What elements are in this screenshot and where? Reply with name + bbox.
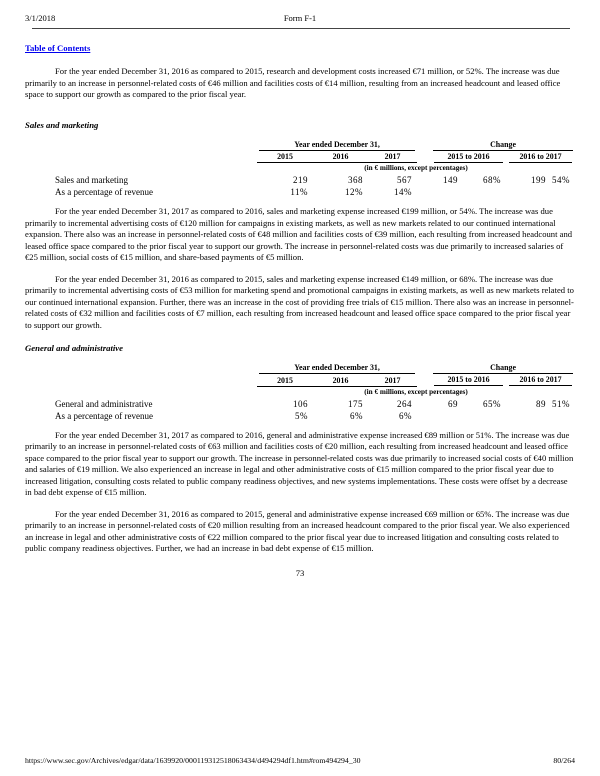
units-note: (in € millions, except percentages) [364,164,468,172]
change-pct-2016-2017: 51% [552,398,571,409]
change-2016-2017: 199 [531,175,547,185]
value-2015: 219 [293,175,308,185]
paragraph-sales-2017-vs-2016: For the year ended December 31, 2017 as compared to 2016, sales and marketing expense increased €199 million, or 54%. The increase was due primarily to incremental advertising costs of €120 million for campaigns in existing markets, as well as new markets related to our continued international expansion. There also was an increase in personnel-related costs of €48 million and facilities costs of €39 million, each resulting from increased headcount and leased office space compared to the prior fiscal year to support our growth. The increase in personnel-related costs was due primarily to increased salaries of €25 million, social costs of €15 million, and share-based payments of €5 million. [25,206,573,262]
paragraph-ga-2017-vs-2016: For the year ended December 31, 2017 as compared to 2016, general and administrative expense increased €89 million or 51%. The increase was due primarily to an increase in personnel-related costs of €63 million and facilities costs of €20 million, each resulting from increased headcount and leased office space compared to the prior fiscal year to support our growth. The increase in personnel-related costs was due primarily to increased social costs of €40 million and salaries of €19 million. We also experienced an increase in legal and other administrative costs of €15 million compared to the prior fiscal year due to increased litigation, consulting costs related to public company readiness objectives, and new systems implementations. These costs were offset by a decrease in bad debt expense of €15 million. [25,429,574,497]
value-2016: 175 [348,398,363,409]
change-pct-2015-2016: 68% [483,175,502,185]
gap-cell [417,410,431,422]
table-row [25,186,575,198]
gap-cell [417,374,431,386]
page-footer [25,756,575,765]
header-divider [32,28,570,29]
footer-page-indicator: 80/264 [553,756,575,765]
change-2015-2016: 69 [448,398,459,409]
gap-cell [417,186,431,198]
gap-cell [417,151,431,163]
column-header-2015-to-2016: 2015 to 2016 [431,151,506,163]
value-2016: 6% [350,410,363,421]
table-row [25,174,575,186]
gap-cell [417,363,431,374]
value-2015: 11% [290,187,308,197]
table-header-group-row [25,363,575,374]
change-2015-2016 [431,186,463,198]
value-2017: 264 [397,398,413,409]
paragraph-sales-2016-vs-2015: For the year ended December 31, 2016 as compared to 2015, sales and marketing expense increased €149 million, or 68%. The increase was due primarily to incremental advertising costs of €53 million for marketing spend and promotional campaigns in existing markets, as well as new markets related to our continued international expansion. Further, there was an increase in the cost of providing free trials of €15 million. There also was an increase in personnel-related costs of €32 million and facilities costs of €7 million, each resulting from increased headcount and leased office space compared to the prior fiscal year to support our growth. [25,273,574,330]
change-2016-2017: 89 [536,398,547,409]
column-header-2017: 2017 [368,151,417,163]
row-label: General and administrative [55,398,153,409]
change-group-header: Change [431,363,575,374]
column-header-2016: 2016 [313,374,368,386]
change-2015-2016 [431,410,463,422]
change-pct-2016-2017 [551,186,575,198]
value-2015: 106 [293,398,308,409]
column-header-2016: 2016 [313,151,368,163]
section-heading-sales-and-marketing: Sales and marketing [25,119,99,130]
table-header-columns-row [25,374,575,386]
table-row [25,398,575,410]
empty-cell [25,163,257,175]
print-date: 3/1/2018 [25,13,56,23]
row-label: As a percentage of revenue [55,187,153,197]
empty-cell [25,151,257,163]
table-units-row [25,386,575,398]
change-2016-2017 [506,186,551,198]
value-2017: 567 [397,175,413,185]
empty-cell [25,140,257,151]
sales-and-marketing-table [25,140,575,199]
column-header-2017: 2017 [368,374,417,386]
row-label: As a percentage of revenue [55,410,153,421]
value-2017: 6% [399,410,413,421]
column-header-2015-to-2016: 2015 to 2016 [431,374,506,386]
column-header-2015: 2015 [257,374,313,386]
form-title: Form F-1 [283,13,317,23]
document-page-number: 73 [295,567,305,578]
footer-source-url: https://www.sec.gov/Archives/edgar/data/1639920/000119312518063434/d494294df1.htm#rom494294_30 [25,756,361,765]
column-header-2015: 2015 [257,151,313,163]
value-2017: 14% [394,187,413,197]
column-header-2016-to-2017: 2016 to 2017 [506,151,575,163]
change-pct-2015-2016 [463,186,506,198]
general-administrative-table [25,363,575,422]
paragraph-research-development: For the year ended December 31, 2016 as compared to 2015, research and development costs increased €71 million, or 52%. The increase was due primarily to an increase in personnel-related costs of €46 million and facilities costs of €14 million, resulting from an increased headcount and leased office space to support our growth as compared to the prior fiscal year. [25,66,561,99]
table-row [25,410,575,422]
value-2015: 5% [295,410,308,421]
gap-cell [417,174,431,186]
column-header-2016-to-2017: 2016 to 2017 [506,374,575,386]
table-header-columns-row [25,151,575,163]
change-pct-2016-2017 [551,410,575,422]
value-2016: 368 [348,175,363,185]
change-pct-2016-2017: 54% [552,175,571,185]
gap-cell [417,398,431,410]
change-2016-2017 [506,410,551,422]
units-note: (in € millions, except percentages) [364,387,468,396]
change-pct-2015-2016 [463,410,506,422]
page-header [0,0,600,24]
empty-cell [25,363,257,374]
table-of-contents-link[interactable]: Table of Contents [25,43,91,53]
table-units-row [25,163,575,175]
change-pct-2015-2016: 65% [483,398,502,409]
table-header-group-row [25,140,575,151]
section-heading-general-administrative: General and administrative [25,343,123,353]
change-group-header: Change [431,140,575,151]
paragraph-ga-2016-vs-2015: For the year ended December 31, 2016 as compared to 2015, general and administrative expense increased €69 million or 65%. The increase was due primarily to an increase in personnel-related costs of €20 million resulting from an increased headcount compared to the prior fiscal year. We also experienced an increase in legal and other administrative costs of €22 million compared to the prior fiscal year due to increased litigation and consulting costs related to public company readiness objectives. Further, we had an increase in bad debt expense of €15 million. [25,508,570,553]
empty-cell [25,374,257,386]
year-group-header: Year ended December 31, [257,140,417,151]
value-2016: 12% [345,187,363,197]
year-group-header: Year ended December 31, [257,363,417,374]
change-2015-2016: 149 [443,175,459,185]
gap-cell [417,140,431,151]
empty-cell [25,386,257,398]
row-label: Sales and marketing [55,175,128,185]
